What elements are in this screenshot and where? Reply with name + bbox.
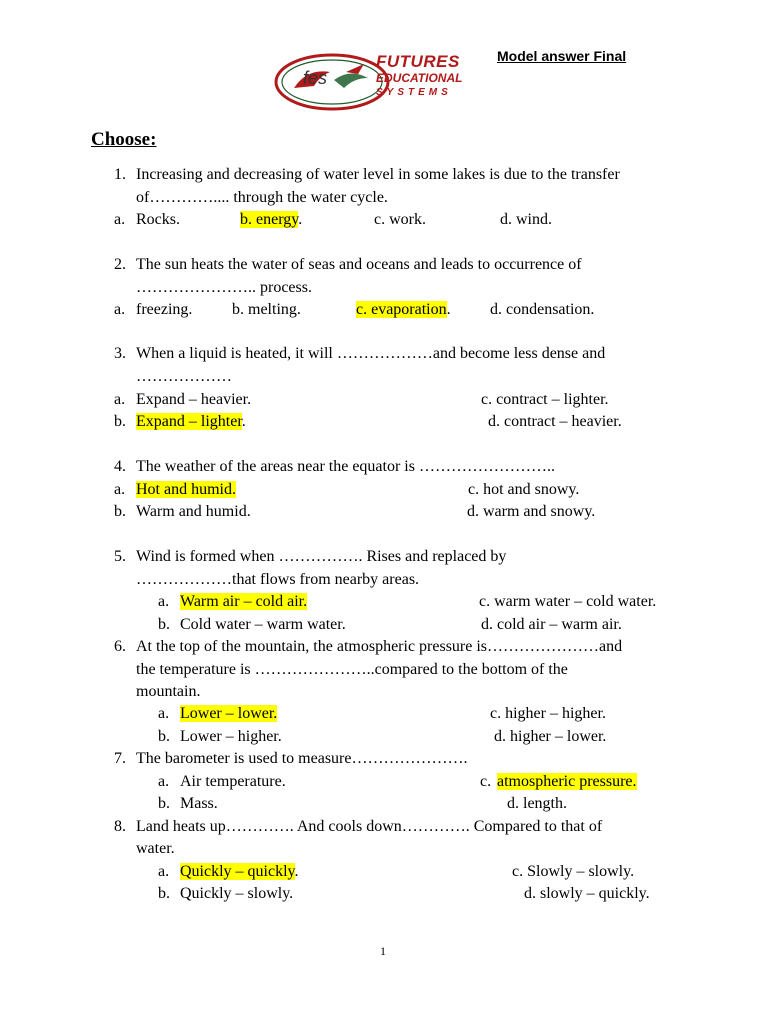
- question-number: 4.: [114, 458, 126, 475]
- option-text: d. condensation.: [490, 301, 595, 318]
- answer-highlight: Hot and humid.: [136, 481, 236, 498]
- option-text: Air temperature.: [180, 773, 286, 790]
- question-number: 6.: [114, 638, 126, 655]
- option-label: a.: [158, 593, 170, 610]
- option-answer: [136, 479, 236, 501]
- option-text: c. work.: [374, 211, 426, 228]
- option-answer: [180, 861, 299, 883]
- option-label: c.: [480, 773, 492, 790]
- option-text: Expand – heavier.: [136, 391, 252, 408]
- option-answer: [180, 703, 277, 725]
- option-suffix: .: [241, 413, 246, 430]
- option-text: d. wind.: [500, 211, 552, 228]
- option-label: a.: [158, 773, 170, 790]
- option-text: c. hot and snowy.: [468, 481, 580, 498]
- answer-highlight: Lower – lower.: [180, 705, 278, 722]
- option-text: c. warm water – cold water.: [479, 593, 657, 610]
- question-number: 7.: [114, 750, 126, 767]
- option-text: Mass.: [180, 795, 218, 812]
- question-text: The weather of the areas near the equator is ……………………..: [136, 458, 555, 475]
- question-number: 8.: [114, 818, 126, 835]
- question-text: Increasing and decreasing of water level in some lakes is due to the transfer: [136, 166, 620, 183]
- futures-logo: [272, 50, 477, 112]
- answer-highlight: Expand – lighter: [136, 413, 242, 430]
- option-text: Cold water – warm water.: [180, 616, 346, 633]
- option-text: c. Slowly – slowly.: [512, 863, 635, 880]
- option-label: b.: [158, 616, 170, 633]
- option-label: b.: [114, 413, 126, 430]
- question-text: The barometer is used to measure………………….: [136, 750, 468, 767]
- option-answer: [497, 771, 637, 793]
- option-label: a.: [158, 863, 170, 880]
- option-text: d. higher – lower.: [494, 728, 607, 745]
- logo-line-educational: EDUCATIONAL: [376, 71, 463, 85]
- option-text: Rocks.: [136, 211, 180, 228]
- option-text: d. slowly – quickly.: [524, 885, 650, 902]
- option-text: d. contract – heavier.: [488, 413, 622, 430]
- option-answer: [240, 209, 302, 231]
- option-label: a.: [158, 705, 170, 722]
- option-label: b.: [114, 503, 126, 520]
- question-text: Land heats up…………. And cools down…………. Compared to that of: [136, 818, 603, 835]
- question-number: 1.: [114, 166, 126, 183]
- option-suffix: .: [446, 301, 451, 318]
- question-text: ………………….. process.: [136, 279, 312, 296]
- section-title: Choose:: [91, 129, 157, 150]
- option-text: Warm and humid.: [136, 503, 251, 520]
- question-text: ………………that flows from nearby areas.: [136, 571, 420, 588]
- option-answer: [356, 299, 451, 321]
- option-label: a.: [114, 391, 126, 408]
- question-text: Wind is formed when ……………. Rises and replaced by: [136, 548, 507, 565]
- option-suffix: .: [294, 863, 299, 880]
- answer-highlight: Quickly – quickly: [180, 863, 295, 880]
- answer-highlight: b. energy: [240, 211, 299, 228]
- question-text: of………….... through the water cycle.: [136, 189, 388, 206]
- option-label: b.: [158, 795, 170, 812]
- page-number: 1: [380, 944, 386, 958]
- option-label: b.: [158, 728, 170, 745]
- option-text: Quickly – slowly.: [180, 885, 294, 902]
- option-text: freezing.: [136, 301, 193, 318]
- question-text: At the top of the mountain, the atmospheric pressure is…………………and: [136, 638, 623, 655]
- option-label: a.: [114, 301, 126, 318]
- question-text: ………………: [136, 368, 232, 385]
- option-text: d. length.: [507, 795, 567, 812]
- question-text: When a liquid is heated, it will ………………and become less dense and: [136, 345, 606, 362]
- logo-line-systems: SYSTEMS: [376, 87, 452, 98]
- question-text: mountain.: [136, 683, 201, 700]
- option-label: b.: [158, 885, 170, 902]
- question-number: 5.: [114, 548, 126, 565]
- option-answer: [136, 411, 246, 433]
- option-text: b. melting.: [232, 301, 301, 318]
- document-title: Model answer Final: [497, 48, 627, 64]
- question-text: the temperature is …………………..compared to the bottom of the: [136, 661, 568, 678]
- logo-line-futures: FUTURES: [376, 52, 460, 71]
- option-text: c. contract – lighter.: [481, 391, 609, 408]
- question-text: The sun heats the water of seas and oceans and leads to occurrence of: [136, 256, 582, 273]
- option-answer: [180, 591, 307, 613]
- option-label: a.: [114, 211, 126, 228]
- question-number: 3.: [114, 345, 126, 362]
- logo-monogram: fes: [303, 68, 328, 88]
- answer-highlight: Warm air – cold air.: [180, 593, 308, 610]
- option-text: d. cold air – warm air.: [481, 616, 622, 633]
- option-suffix: .: [298, 211, 303, 228]
- question-number: 2.: [114, 256, 126, 273]
- option-text: Lower – higher.: [180, 728, 282, 745]
- option-text: c. higher – higher.: [490, 705, 606, 722]
- option-text: d. warm and snowy.: [467, 503, 596, 520]
- question-text: water.: [136, 840, 175, 857]
- option-label: a.: [114, 481, 126, 498]
- answer-highlight: atmospheric pressure.: [497, 773, 637, 790]
- answer-highlight: c. evaporation: [356, 301, 447, 318]
